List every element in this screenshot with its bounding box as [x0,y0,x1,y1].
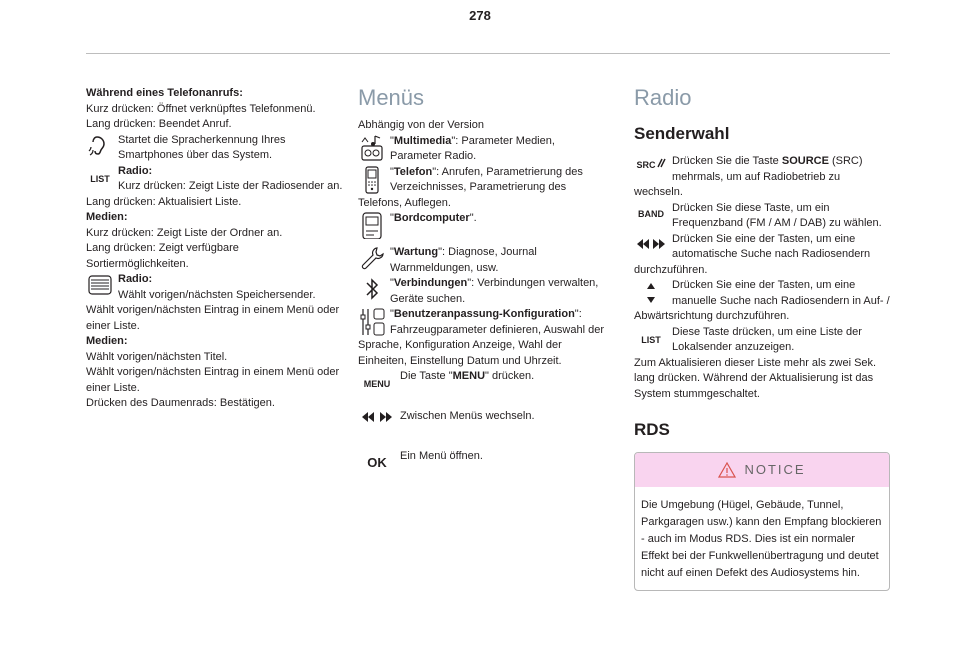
column-2 [358,86,608,477]
wartung-text: "Wartung": Diagnose, Journal Warnmeldungen, usw. [390,246,537,274]
konfiguration-row [358,307,608,369]
multimedia-icon [358,134,386,162]
trip-computer-icon [358,211,386,239]
band-text: Drücken Sie diese Taste, um ein Frequenzband (FM / AM / DAB) zu wählen. [672,201,882,229]
konfiguration-text: "Benutzeranpassung-Konfiguration": Fahrzeugparameter definieren, Auswahl der Sprache, Konfiguration Anzeige, Wahl der Einheiten, Einstellung Datum und Uhrzeit. [358,308,605,367]
notice-box [634,452,890,591]
manual-row [634,278,892,325]
up-down-arrows-icon [634,278,668,308]
src-key [634,154,668,182]
radio-long: Lang drücken: Aktualisiert Liste. [86,195,242,208]
src-key-label: SRC [636,160,656,170]
voice-recognition-icon [86,133,114,161]
rds-heading: RDS [634,420,670,439]
thumbwheel-confirm: Drücken des Daumenrads: Bestätigen. [86,397,275,409]
senderwahl-heading: Senderwahl [634,124,730,143]
medien-short: Kurz drücken: Zeigt Liste der Ordner an. [86,226,283,239]
menus-intro: Abhängig von der Version [358,119,484,131]
menu-text: Die Taste "MENU" drücken. [400,370,535,382]
seek-text: Drücken Sie eine der Tasten, um eine automatische Suche nach Radiosendern durchzuführen. [634,232,871,276]
list3-row [634,325,892,356]
ok-row [358,449,608,477]
voice-text: Startet die Spracherkennung Ihres Smartphones über das System. [118,133,286,161]
medien2-list: Wählt vorigen/nächsten Eintrag in einem Menü oder einer Liste. [86,366,340,394]
radio-short: Kurz drücken: Zeigt Liste der Radiosender an. [118,180,343,192]
verbindungen-row [358,276,608,307]
ok-key-label: OK [367,455,387,470]
multimedia-row [358,134,608,165]
radio2-short: Wählt vorigen/nächsten Speichersender. [118,288,316,301]
src-row [634,154,892,201]
radio2-list: Wählt vorigen/nächsten Eintrag in einem Menü oder einer Liste. [86,304,340,332]
phone-call-long: Lang drücken: Beendet Anruf. [86,118,232,130]
ok-text: Ein Menü öffnen. [400,450,483,462]
medien-long: Lang drücken: Zeigt verfügbare Sortiermöglichkeiten. [86,242,239,270]
wrench-icon [358,245,386,273]
bordcomputer-row [358,211,608,239]
manual-text: Drücken Sie eine der Tasten, um eine manuelle Suche nach Radiosendern in Auf- / Abwärtsrichtung durchzuführen. [634,279,890,322]
bluetooth-icon [358,276,386,304]
column-3 [634,86,892,591]
list3-extra: Zum Aktualisieren dieser Liste mehr als zwei Sek. lang drücken. Während der Aktualisierung ist das System stummgeschaltet. [634,356,877,400]
phone-call-heading: Während eines Telefonanrufs: [86,87,243,99]
telefon-text: "Telefon": Anrufen, Parametrierung des Verzeichnisses, Parametrierung des Telefons, Auflegen. [358,165,583,209]
seek-row [634,232,892,279]
settings-icon [358,307,386,335]
verbindungen-text: "Verbindungen": Verbindungen verwalten, Geräte suchen. [390,277,599,305]
voice-row [86,133,344,164]
menu-key-label: MENU [363,379,391,389]
telefon-row [358,165,608,212]
page-number: 278 [469,8,491,23]
switch-row [358,409,608,437]
header-rule [86,53,890,54]
list-row [86,164,344,195]
seek-arrows-icon [634,232,668,262]
menus-title: Menüs [358,85,425,110]
bordcomputer-text: "Bordcomputer". [390,212,477,224]
phone-call-short: Kurz drücken: Öffnet verknüpftes Telefonmenü. [86,102,316,115]
src-arrows-icon [656,158,666,168]
warning-icon [718,462,736,478]
medien2-heading: Medien: [86,335,128,347]
medien2-title: Wählt vorigen/nächsten Titel. [86,350,228,363]
band-key-label: BAND [638,208,664,219]
medien-heading: Medien: [86,211,128,223]
notice-header [635,453,889,487]
radio-title: Radio [634,85,692,110]
radio2-heading: Radio: [118,273,153,285]
notice-title: NOTICE [744,462,806,478]
switch-text: Zwischen Menüs wechseln. [400,410,535,422]
wheel-row [86,272,344,303]
list3-key-label: LIST [641,334,661,345]
radio-heading: Radio: [118,164,153,177]
band-row [634,201,892,232]
telephone-icon [358,165,386,193]
wartung-row [358,245,608,276]
seek-arrows-icon [358,409,396,437]
list-key-label: LIST [90,173,110,184]
thumbwheel-icon [86,272,114,300]
multimedia-text: "Multimedia": Parameter Medien, Parameter Radio. [390,134,555,162]
menu-row [358,369,608,397]
src-text: Drücken Sie die Taste SOURCE (SRC) mehrmals, um auf Radiobetrieb zu wechseln. [634,155,863,198]
column-1 [86,86,344,412]
list3-text: Diese Taste drücken, um eine Liste der Lokalsender anzuzeigen. [672,325,862,353]
notice-text: Die Umgebung (Hügel, Gebäude, Tunnel, Parkgaragen usw.) kann den Empfang blockieren - auch im Modus RDS. Dies ist ein normaler Effekt bei der Funkwellenübertragung und deutet nicht auf einen Defekt des Audiosystems hin. [641,499,882,579]
